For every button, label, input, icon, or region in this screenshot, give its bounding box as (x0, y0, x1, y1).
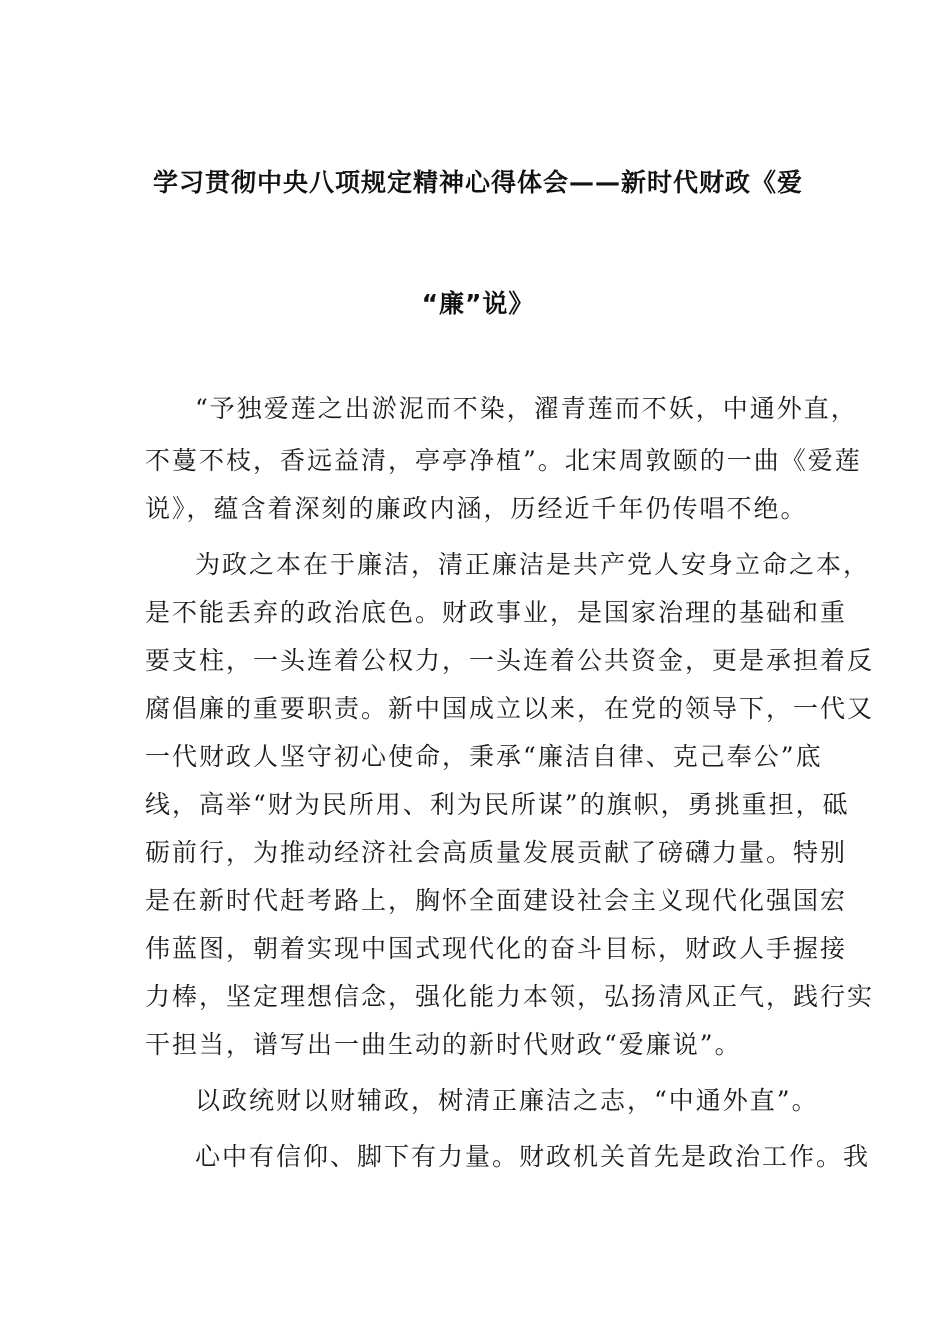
body-text-line: 是不能丢弃的政治底色。财政事业，是国家治理的基础和重 (145, 598, 848, 627)
body-text-line: 不蔓不枝，香远益清，亭亭净植”。北宋周敦颐的一曲《爱莲 (145, 446, 862, 475)
body-text-line: 一代财政人坚守初心使命，秉承“廉洁自律、克己奉公”底 (145, 742, 823, 771)
body-text-line: “予独爱莲之出淤泥而不染，濯青莲而不妖，中通外直， (195, 394, 858, 423)
body-text-line: 是在新时代赶考路上，胸怀全面建设社会主义现代化强国宏 (145, 886, 848, 915)
body-text-line: 伟蓝图，朝着实现中国式现代化的奋斗目标，财政人手握接 (145, 934, 848, 963)
body-text-line: 要支柱，一头连着公权力，一头连着公共资金，更是承担着反 (145, 646, 875, 675)
body-text-line: 为政之本在于廉洁，清正廉洁是共产党人安身立命之本， (195, 550, 871, 579)
body-text-line: 干担当，谱写出一曲生动的新时代财政“爱廉说”。 (145, 1030, 742, 1059)
body-text-line: 腐倡廉的重要职责。新中国成立以来，在党的领导下，一代又 (145, 694, 875, 723)
document-title-line-1: 学习贯彻中央八项规定精神心得体会——新时代财政《爱 (152, 168, 803, 197)
document-title-line-2: “廉”说》 (421, 289, 535, 318)
body-text-line: 心中有信仰、脚下有力量。财政机关首先是政治工作。我 (195, 1142, 871, 1171)
body-text-line: 线，高举“财为民所用、利为民所谋”的旗帜，勇挑重担，砥 (145, 790, 850, 819)
body-text-line: 力棒，坚定理想信念，强化能力本领，弘扬清风正气，践行实 (145, 982, 875, 1011)
body-text-line: 以政统财以财辅政，树清正廉洁之志，“中通外直”。 (195, 1086, 819, 1115)
body-text-line: 说》，蕴含着深刻的廉政内涵，历经近千年仍传唱不绝。 (145, 494, 808, 523)
body-text-line: 砺前行，为推动经济社会高质量发展贡献了磅礴力量。特别 (145, 838, 848, 867)
